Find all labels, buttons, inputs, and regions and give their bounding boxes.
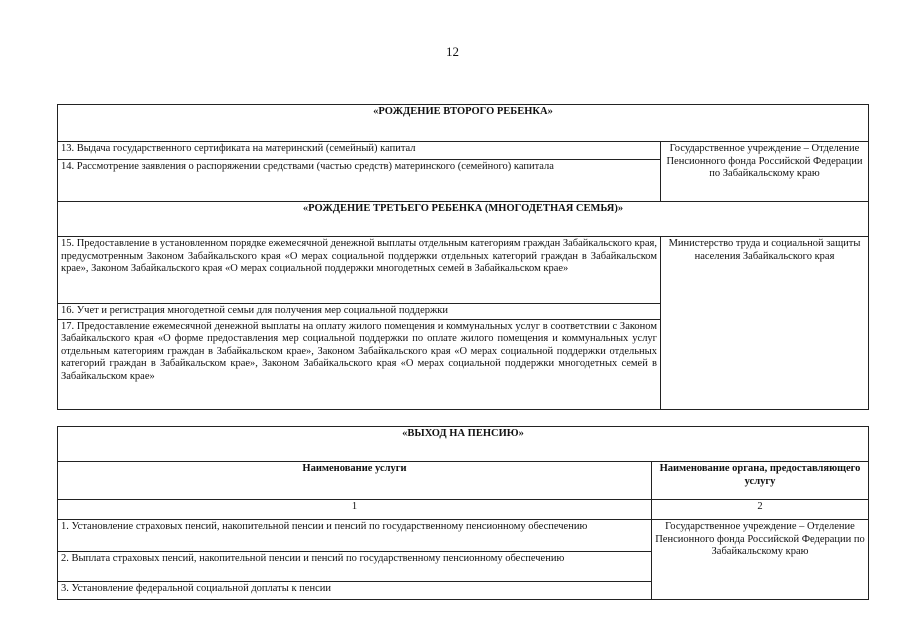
services-table-pension xyxy=(57,426,869,600)
service-row-15: 15. Предоставление в установленном порядке ежемесячной денежной выплаты отдельным категориям граждан Забайкальского края, предусмотренным Законом Забайкальского края «О мерах социальной поддержки отдельных категорий граждан в Забайкальском крае», Законом Забайкальского края «О мерах социальной поддержки многодетных семей в Забайкальском крае» xyxy=(58,237,661,304)
service-row-14: 14. Рассмотрение заявления о распоряжении средствами (частью средств) материнского (семейного) капитала xyxy=(58,160,661,202)
org-cell-pension-fund-2: Государственное учреждение – Отделение Пенсионного фонда Российской Федерации по Забайкальскому краю xyxy=(652,520,869,600)
section-heading-second-child: «РОЖДЕНИЕ ВТОРОГО РЕБЕНКА» xyxy=(58,105,869,142)
service-row-17: 17. Предоставление ежемесячной денежной выплаты на оплату жилого помещения и коммунальных услуг в соответствии с Законом Забайкальского края «О форме предоставления мер социальной поддержки по оплате жилого помещения и коммунальных услуг отдельным категориям граждан в Забайкальском крае», Законом Забайкальского края «О мерах социальной поддержки отдельных категорий граждан в Забайкальском крае», Законом Забайкальского края «О мерах социальной поддержки многодетных семей в Забайкальском крае» xyxy=(58,319,661,409)
service-row-13: 13. Выдача государственного сертификата на материнский (семейный) капитал xyxy=(58,142,661,160)
column-number-1: 1 xyxy=(58,500,652,520)
column-header-service: Наименование услуги xyxy=(58,462,652,500)
org-cell-pension-fund: Государственное учреждение – Отделение Пенсионного фонда Российской Федерации по Забайкальскому краю xyxy=(661,142,869,202)
pension-service-row-3: 3. Установление федеральной социальной доплаты к пенсии xyxy=(58,582,652,600)
org-cell-labor-ministry: Министерство труда и социальной защиты населения Забайкальского края xyxy=(661,237,869,410)
section-heading-pension: «ВЫХОД НА ПЕНСИЮ» xyxy=(58,427,869,462)
section-heading-third-child: «РОЖДЕНИЕ ТРЕТЬЕГО РЕБЕНКА (МНОГОДЕТНАЯ СЕМЬЯ)» xyxy=(58,202,869,237)
column-number-2: 2 xyxy=(652,500,869,520)
pension-service-row-2: 2. Выплата страховых пенсий, накопительной пенсии и пенсий по государственному пенсионному обеспечению xyxy=(58,552,652,582)
page-number: 12 xyxy=(446,44,459,59)
column-header-org: Наименование органа, предоставляющего услугу xyxy=(652,462,869,500)
services-table-children xyxy=(57,104,869,410)
pension-service-row-1: 1. Установление страховых пенсий, накопительной пенсии и пенсий по государственному пенсионному обеспечению xyxy=(58,520,652,552)
service-row-16: 16. Учет и регистрация многодетной семьи для получения мер социальной поддержки xyxy=(58,304,661,320)
